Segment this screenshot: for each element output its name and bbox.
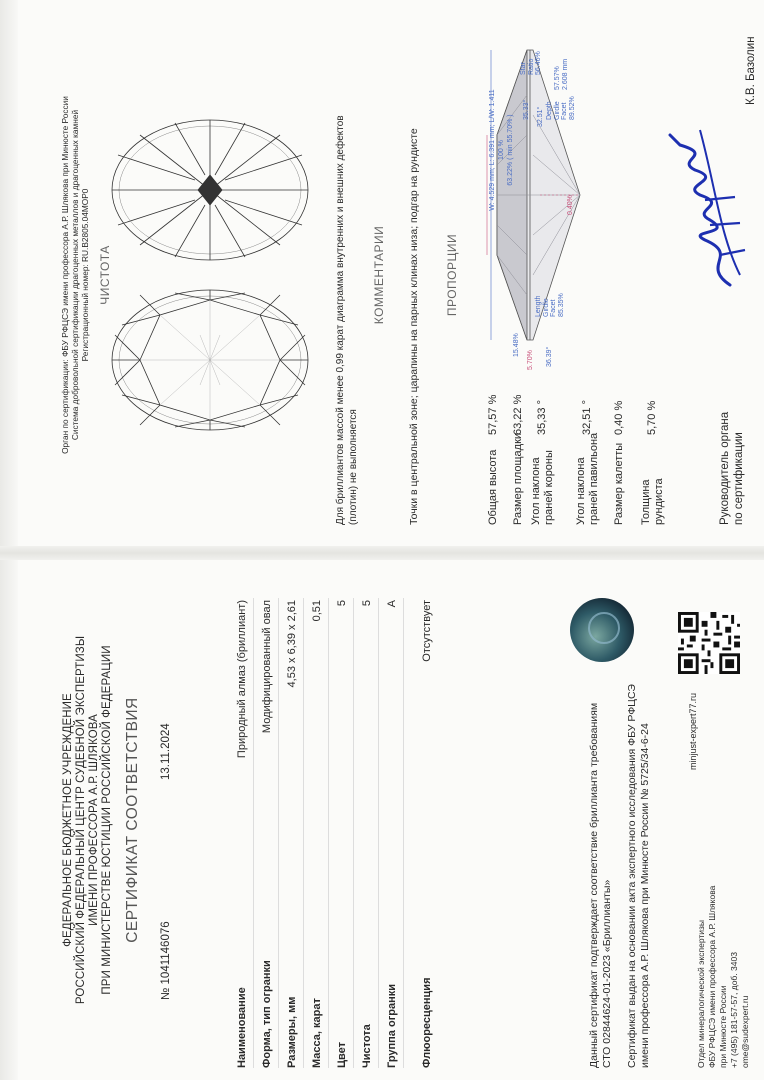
signature-label-line: по сертификации	[733, 432, 745, 525]
diagram-culet: 0.40%	[567, 195, 574, 215]
row-divider	[303, 598, 304, 1068]
page-fold	[0, 546, 764, 560]
proportion-label	[613, 443, 626, 525]
fluorescence-value: Отсутствует	[421, 600, 433, 662]
proportion-label	[640, 478, 666, 525]
accreditation-line: Система добровольной сертификации драгоценных металлов и драгоценных камней	[70, 109, 80, 441]
statement-line: Данный сертификат подтверждает соответствие бриллианта требованиям	[588, 702, 600, 1068]
org-line: ИМЕНИ ПРОФЕССОРА А.Р. ШЛЯКОВА	[88, 714, 100, 926]
department-line: при Минюсте России	[718, 985, 728, 1068]
lgf-line: Girdle	[542, 298, 550, 317]
qr-code[interactable]	[678, 612, 740, 674]
proportion-value: 63,22 %	[512, 394, 524, 435]
signature-label-line: Руководитель органа	[719, 411, 731, 525]
clarity-note-line: (плотин) не выполняется	[347, 409, 359, 525]
accreditation-line: Орган по сертификации: ФБУ РФЦСЭ имени профессора А.Р. Шлякова при Минюсте России	[60, 96, 70, 454]
proportion-label-line: Размер площадки	[512, 432, 524, 525]
certificate-title: СЕРТИФИКАТ СООТВЕТСТВИЯ	[124, 697, 141, 943]
proportion-label-line: рундиста	[653, 478, 665, 525]
hologram-seal	[570, 598, 634, 662]
proportion-label-line: граней павильона	[588, 432, 600, 525]
cert-row-label: Группа огранки	[386, 983, 398, 1068]
cert-row-value: 4,53 x 6,39 x 2,61	[286, 600, 298, 688]
proportion-value: 35,33 °	[536, 400, 548, 435]
cert-row-value: 0,51	[311, 600, 323, 622]
statement-line: Сертификат выдан на основании акта экспертного исследования ФБУ РФЦСЭ	[626, 684, 638, 1068]
cert-row-label: Наименование	[236, 987, 248, 1068]
statement-compliance	[588, 703, 613, 1068]
proportion-value: 5,70 %	[646, 400, 658, 435]
clarity-diagrams	[110, 85, 310, 445]
org-line: ПРИ МИНИСТЕРСТВЕ ЮСТИЦИИ РОССИЙСКОЙ ФЕДЕРАЦИИ	[101, 645, 113, 995]
cert-row-label: Цвет	[336, 1041, 348, 1068]
department-email[interactable]: ome@sudexpert.ru	[740, 995, 750, 1068]
diagram-dimensions: W: 4.529 mm; L: 6.391 mm; L/W: 1.411	[489, 89, 496, 211]
diagram-star-ratio	[520, 51, 543, 75]
signature-label	[718, 412, 746, 525]
accreditation-info	[60, 45, 90, 505]
proportion-value: 0,40 %	[613, 400, 625, 435]
diagram-pavilion-angle: 36.39°	[546, 346, 553, 367]
row-divider	[253, 598, 254, 1068]
star-line: 56.46%	[535, 51, 542, 75]
depth-line: Girdle	[553, 101, 561, 120]
clarity-title: ЧИСТОТА	[98, 245, 112, 305]
depth-line: Facet	[561, 102, 568, 120]
crown-view-diagram	[112, 290, 308, 430]
cert-row-label: Масса, карат	[311, 998, 323, 1068]
statement-basis	[626, 684, 651, 1068]
cert-row-value: 5	[361, 600, 373, 607]
proportion-label-line: Угол наклона	[575, 457, 587, 525]
row-divider	[378, 598, 379, 1068]
proportion-value: 32,51 °	[581, 400, 593, 435]
diagram-crown-height: 15.48%	[513, 333, 520, 357]
department-line: Отдел минералогической экспертизы	[696, 919, 706, 1068]
diagram-lgf	[535, 293, 565, 317]
proportion-label	[575, 433, 601, 525]
cert-row-label: Размеры, мм	[286, 996, 298, 1068]
depth-line: Depth	[546, 101, 553, 120]
cert-row-value: 5	[336, 600, 348, 607]
proportion-label-line: граней короны	[543, 450, 555, 525]
cert-row-value: Природный алмаз (бриллиант)	[236, 600, 248, 759]
org-header	[62, 600, 114, 1040]
depth-line: 89.52%	[568, 96, 576, 120]
certificate-panel	[0, 560, 764, 1080]
proportion-label-line: Общая высота	[487, 449, 499, 525]
department-line: ФБУ РФЦСЭ имени профессора А.Р. Шлякова	[707, 885, 717, 1068]
cert-row-label: Чистота	[361, 1024, 373, 1068]
org-line: РОССИЙСКИЙ ФЕДЕРАЛЬНЫЙ ЦЕНТР СУДЕБНОЙ ЭКСПЕРТИЗЫ	[75, 635, 87, 1005]
handwritten-signature	[660, 125, 760, 295]
depth-value: 2.608 mm	[561, 58, 569, 90]
diagram-pavilion-angle-2: 32.51°	[537, 106, 544, 127]
diagram-depth-values	[554, 59, 569, 90]
clarity-note	[335, 115, 360, 525]
depth-value: 57.57%	[554, 66, 561, 90]
proportion-value: 57,57 %	[487, 394, 499, 435]
qr-code-graphic	[678, 612, 740, 674]
row-divider	[353, 598, 354, 1068]
department-contacts	[696, 886, 751, 1068]
star-line: Ratio	[527, 58, 535, 75]
certificate-date: 13.11.2024	[160, 723, 172, 780]
diagram-depth	[546, 96, 576, 120]
proportion-label	[512, 433, 525, 525]
proportion-label	[487, 450, 500, 525]
cert-row-value: Модифицированный овал	[261, 600, 273, 734]
star-line: Star	[520, 62, 527, 75]
lgf-line: Length	[535, 295, 542, 317]
row-divider	[403, 598, 404, 1068]
comments-title: КОММЕНТАРИИ	[372, 225, 386, 325]
statement-line: СТО 02844624-01-2023 «Бриллианты»	[600, 879, 613, 1068]
fluorescence-label: Флюоресценция	[421, 977, 433, 1068]
proportion-label-line: Размер калетты	[613, 442, 625, 525]
row-divider	[278, 598, 279, 1068]
org-line: ФЕДЕРАЛЬНОЕ БЮДЖЕТНОЕ УЧРЕЖДЕНИЕ	[62, 693, 74, 947]
pavilion-view-diagram	[112, 120, 308, 260]
lgf-line: Facet	[550, 299, 557, 317]
department-phone: +7 (495) 181-57-57, доб. 3403	[729, 952, 739, 1068]
website-link[interactable]: minjust-expert77.ru	[688, 692, 698, 770]
proportion-label-line: Угол наклона	[530, 457, 542, 525]
lgf-line: 85.35%	[557, 293, 565, 317]
statement-line: имени профессора А.Р. Шлякова при Минюсте России № 5725/34-6-24	[638, 723, 651, 1068]
cert-row-value: A	[386, 600, 398, 608]
certificate-number: № 1041146076	[160, 921, 172, 1000]
row-divider	[328, 598, 329, 1068]
comments-text: Точки в центральной зоне; царапины на парных клинах низа; подгар на рундисте	[408, 128, 420, 525]
clarity-note-line: Для бриллиантов массой менее 0,99 карат диаграмма внутренних и внешних дефектов	[335, 115, 346, 525]
proportions-title: ПРОПОРЦИИ	[445, 233, 459, 317]
diagram-table-pct: 63.22% ( min 55.70% )	[507, 114, 514, 186]
diagram-girdle: 5.70%	[527, 350, 534, 370]
cert-row-label: Форма, тип огранки	[261, 960, 273, 1068]
proportion-label	[530, 450, 556, 525]
diagram-crown-angle: 35.33°	[523, 99, 530, 120]
proportion-label-line: Толщина	[640, 479, 652, 525]
accreditation-line: Регистрационный номер: RU.B2805.04МОР0	[80, 188, 90, 362]
diagram-width-pct: 100 %	[498, 140, 505, 160]
signer-name: К.В. Базолин	[745, 36, 757, 105]
